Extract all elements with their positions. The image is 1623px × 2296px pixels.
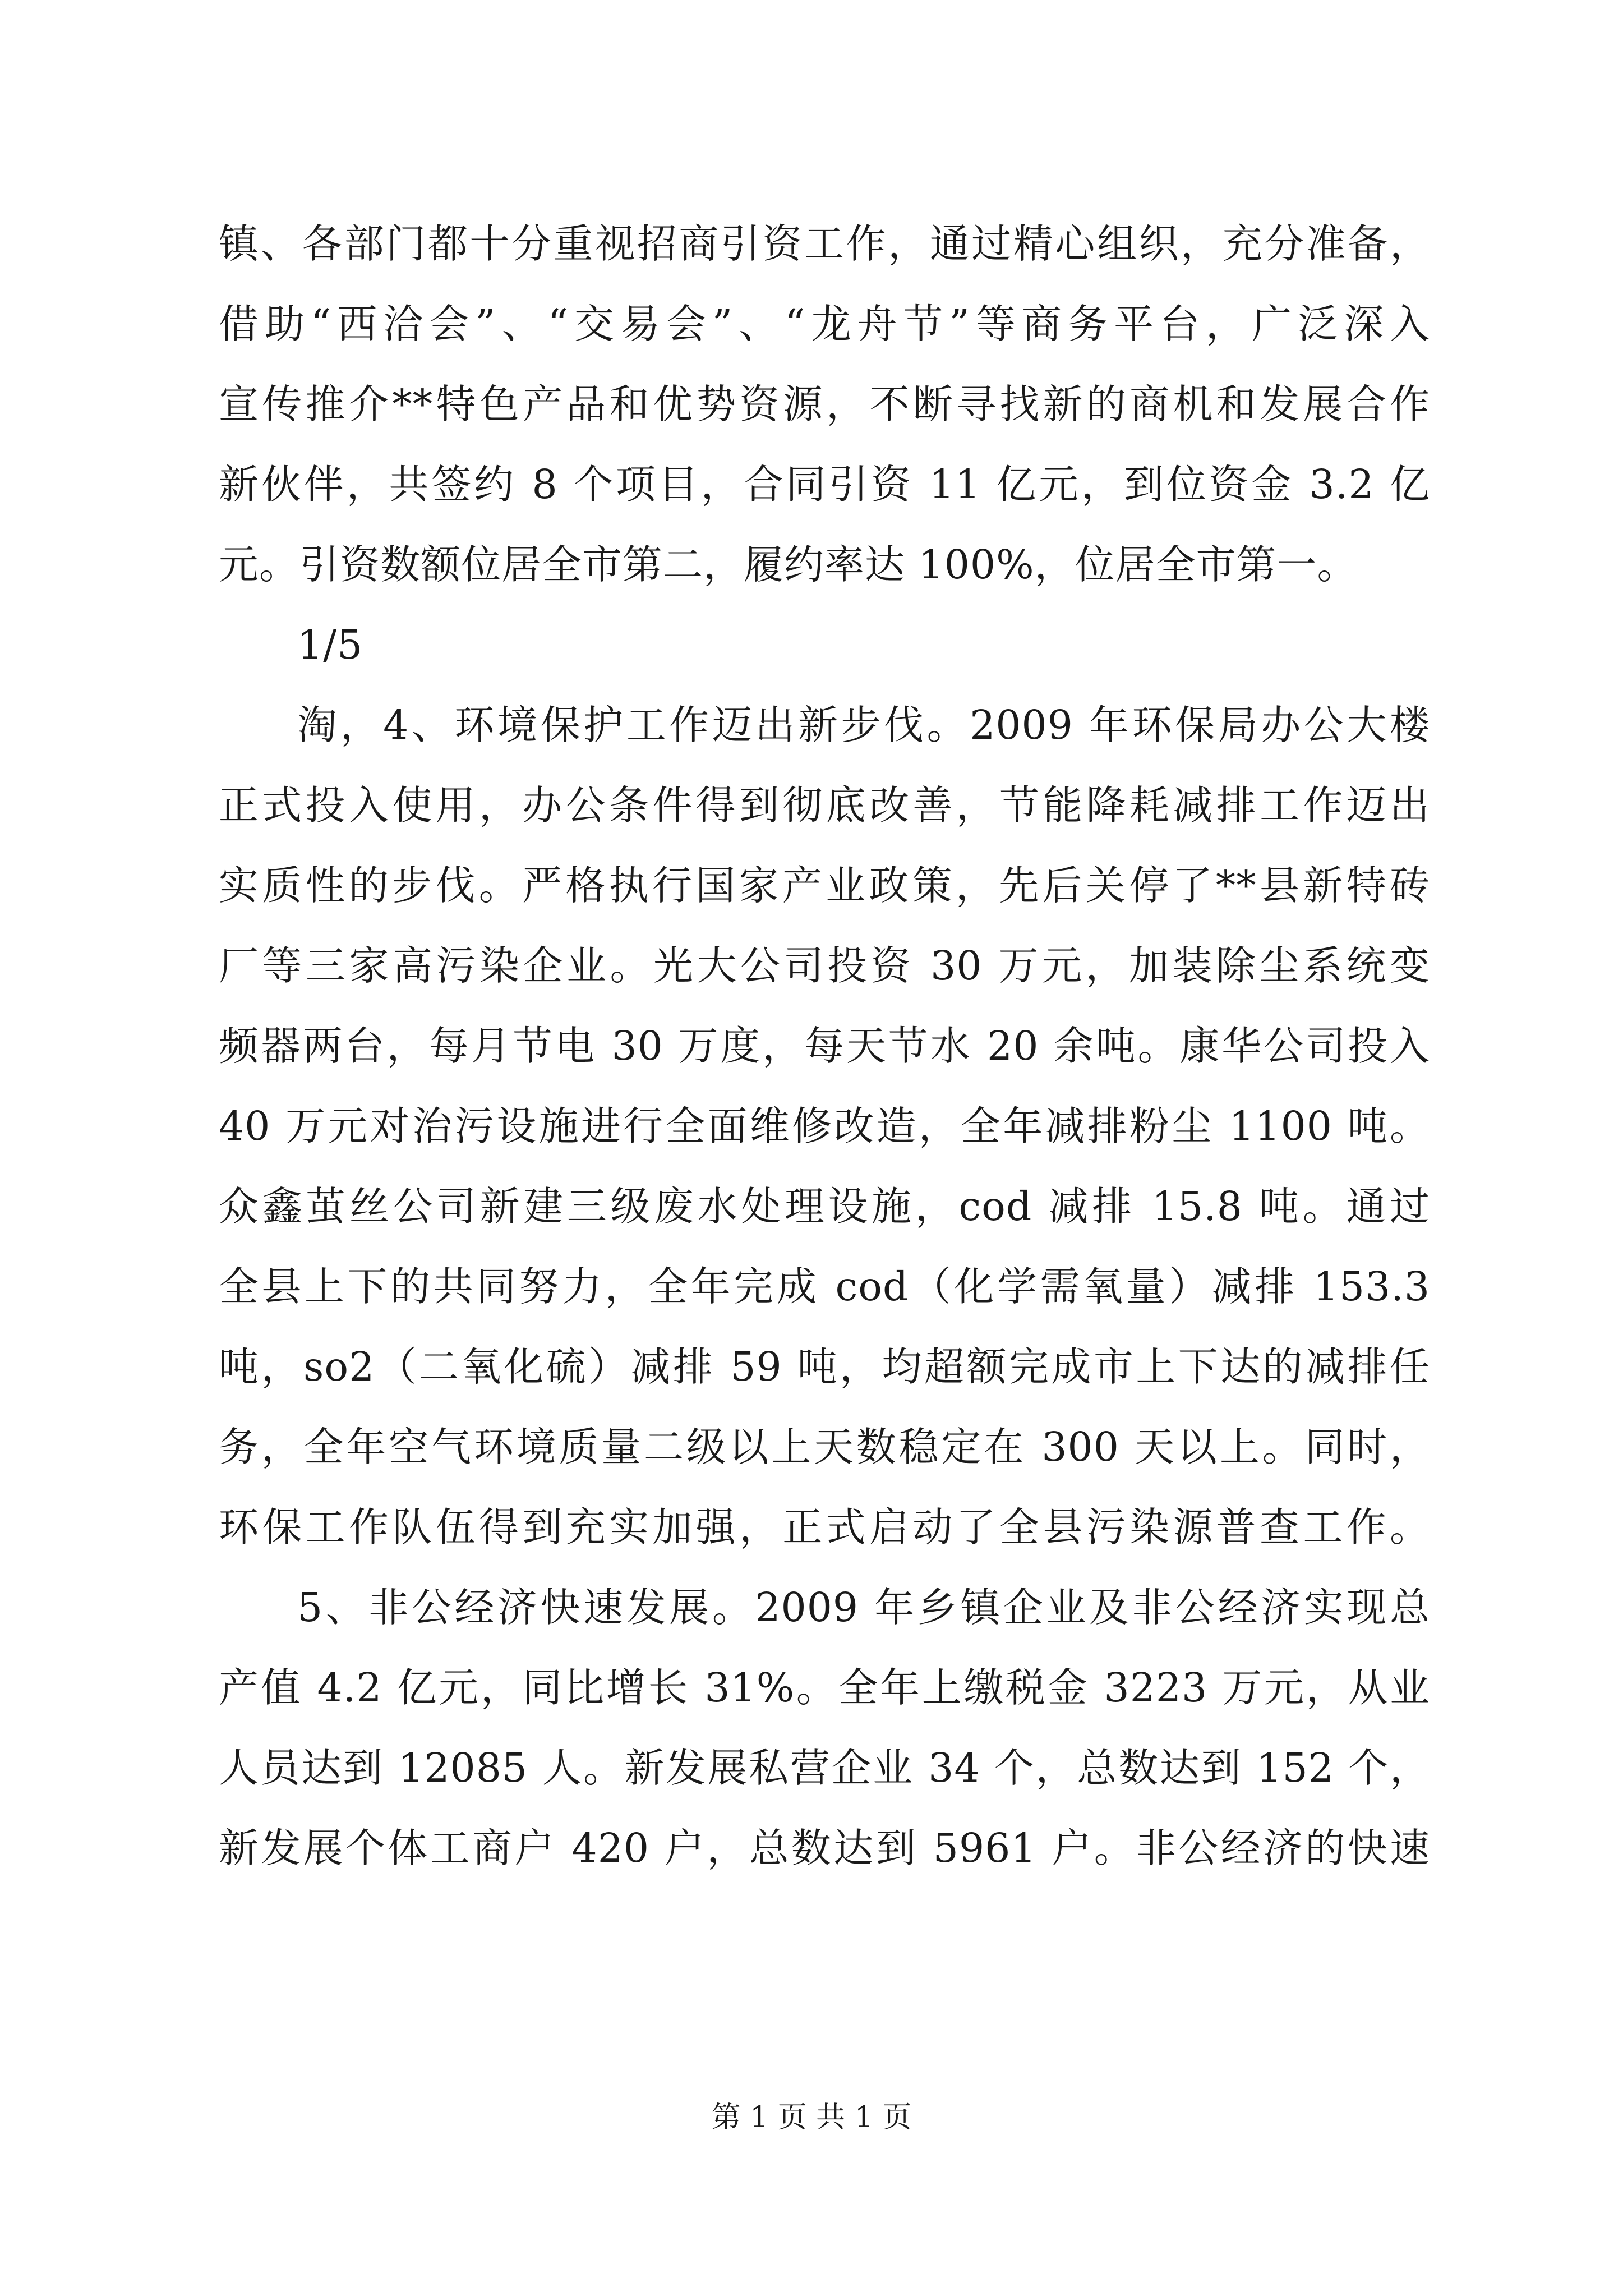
text-line-19: 产值 4.2 亿元，同比增长 31%。全年上缴税金 3223 万元，从业 bbox=[219, 1664, 1430, 1711]
text-line-10: 厂等三家高污染企业。光大公司投资 30 万元，加装除尘系统变 bbox=[219, 942, 1430, 989]
page-footer bbox=[0, 2095, 1623, 2140]
text-line-20: 人员达到 12085 人。新发展私营企业 34 个，总数达到 152 个， bbox=[219, 1745, 1430, 1791]
text-line-13: 众鑫茧丝公司新建三级废水处理设施，cod 减排 15.8 吨。通过 bbox=[219, 1183, 1430, 1230]
page-fraction-label: 1/5 bbox=[297, 622, 363, 668]
text-line-18: 5、非公经济快速发展。2009 年乡镇企业及非公经济实现总 bbox=[297, 1584, 1430, 1631]
text-line-16: 务，全年空气环境质量二级以上天数稳定在 300 天以上。同时， bbox=[219, 1424, 1430, 1470]
text-line-4: 新伙伴，共签约 8 个项目，合同引资 11 亿元，到位资金 3.2 亿 bbox=[219, 461, 1430, 508]
text-line-8: 正式投入使用，办公条件得到彻底改善，节能降耗减排工作迈出 bbox=[219, 782, 1430, 829]
text-line-17: 环保工作队伍得到充实加强，正式启动了全县污染源普查工作。 bbox=[219, 1504, 1430, 1550]
text-line-9: 实质性的步伐。严格执行国家产业政策，先后关停了**县新特砖 bbox=[219, 862, 1430, 909]
page-number-label: 第 1 页 共 1 页 bbox=[711, 2101, 912, 2134]
text-line-3: 宣传推介**特色产品和优势资源，不断寻找新的商机和发展合作 bbox=[219, 381, 1430, 427]
text-line-2: 借助“西洽会”、“交易会”、“龙舟节”等商务平台，广泛深入 bbox=[219, 301, 1430, 347]
text-line-5: 元。引资数额位居全市第二，履约率达 100%，位居全市第一。 bbox=[219, 541, 1358, 588]
text-line-11: 频器两台，每月节电 30 万度，每天节水 20 余吨。康华公司投入 bbox=[219, 1023, 1430, 1069]
text-line-12: 40 万元对治污设施进行全面维修改造，全年减排粉尘 1100 吨。 bbox=[219, 1103, 1430, 1149]
text-line-1: 镇、各部门都十分重视招商引资工作，通过精心组织，充分准备， bbox=[219, 220, 1430, 267]
text-line-21: 新发展个体工商户 420 户，总数达到 5961 户。非公经济的快速 bbox=[219, 1825, 1430, 1871]
text-line-7: 淘，4、环境保护工作迈出新步伐。2009 年环保局办公大楼 bbox=[297, 702, 1430, 748]
text-line-15: 吨，so2（二氧化硫）减排 59 吨，均超额完成市上下达的减排任 bbox=[219, 1343, 1430, 1390]
text-line-14: 全县上下的共同努力，全年完成 cod（化学需氧量）减排 153.3 bbox=[219, 1263, 1430, 1310]
